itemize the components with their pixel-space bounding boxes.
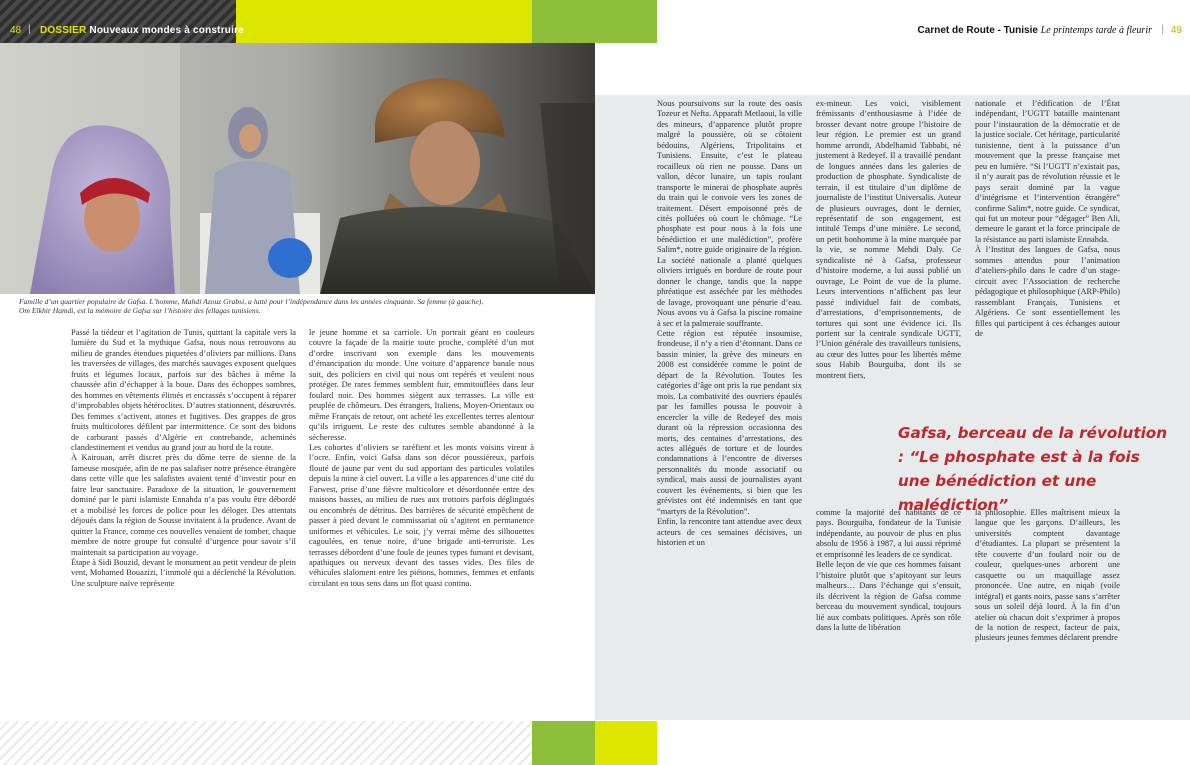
- footer-left-striped-bar: [0, 721, 532, 765]
- paragraph: Les cohortes d’oliviers se raréfient et les monts voisins virent à l’ocre. Enfin, voici Gafsa dans son décor poussiéreux, parfois flouté de jaune par vent du sud apportant des particules volatiles depuis la mine à ciel ouvert. La ville a les apparences d’une cité du Farwest, prise d’une fièvre multicolore et désordonnée entre des maisons basses, au milieu de rues aux trottoirs parfois déglingués ou encombrés de détritus. Des barrières de sécurité empêchent de passer à pied devant le commissariat où s’agitent en permanence uniformes et véhicules. Le soir, j’y verrai même des silhouettes cagoulées, en tenue noire, d’une brigade anti-terroriste. Les terrasses débordent d’une foule de jeunes types fumant et devisant, apathiques ou nerveux devant des tasses vides. Des files de véhicules slaloment entre les piétons, hommes, femmes et enfants circulant en tous sens dans un flot quasi continu.: [309, 442, 534, 588]
- article-column-2: [309, 328, 534, 589]
- family-photo: [0, 43, 595, 294]
- paragraph: comme la majorité des habitants de ce pays. Bourguiba, fondateur de la Tunisie indépendante, au pouvoir de plus en plus absolu de 1956 à 1987, a lui aussi réprimé et emprisonné les leaders de ce syndicat.: [816, 508, 961, 559]
- article-column-1: [71, 328, 296, 589]
- paragraph: Cette région est réputée insoumise, frondeuse, il n’y a rien d’étonnant. Dans ce bassin minier, la grève des mineurs en 2008 est considérée comme le point de départ de la Révolution. Toutes les catégories d’âge ont pris la rue pendant six mois. La combativité des ouvriers épaulés par les familles poussa le pouvoir à encercler la ville de Redeyef des mois durant où la répression occasionna des morts, des centaines d’arrestations, des actes allégués de torture et de lourdes condamnations à l’encontre de diverses personnalités du monde associatif ou syndical, mais aussi de journalistes ayant couvert les événements, si bien que les grévistes ont été indemnisés en tant que “martyrs de la Révolution”.: [657, 328, 802, 516]
- footer-right-lime-block: [595, 721, 657, 765]
- header-right-green-block: [595, 0, 657, 43]
- pull-quote: Gafsa, berceau de la révolution : “Le phosphate est à la fois une bénédiction et une malédiction”: [898, 424, 1168, 514]
- header-left-lime-bar: [236, 0, 532, 43]
- header-left-striped-bar: [0, 0, 236, 43]
- article-column-5-top: [975, 99, 1120, 339]
- paragraph: Passé la tiédeur et l’agitation de Tunis, quittant la capitale vers la lumière du Sud et la mythique Gafsa, nous nous retrouvons au milieu de grandes étendues piquetées d’oliviers par millions. Dans les traversées de villages, des marchés sauvages exposent quelques fruits et légumes locaux, parfois sur des bâches à même la chaussée afin d’échapper à la boue. Dans des échoppes sombres, des hommes en vêtements élimés et encrassés s’occupent à réparer d’improbables objets hétéroclites. D’autres stationnent, désœuvrés. Des femmes s’activent, atones et fugitives. Des grappes de gros fruits multicolores défilent par intermittence. Ce sont des bidons de carburant passés d’Algérie en contrebande, acheminés clandestinement et vendus au grand jour au bord de la route.: [71, 328, 296, 452]
- dossier-title: Nouveaux mondes à construire: [86, 25, 244, 36]
- article-column-4-top: [816, 99, 961, 381]
- caption-line-1: Famille d’un quartier populaire de Gafsa. L’homme, Mahdi Azouz Grabsi, a lutté pour l’indépendance dans les années cinquante. Sa femme (à gauche),: [19, 297, 484, 306]
- paragraph: Étape à Sidi Bouzid, devant le monument au petit vendeur de plein vent, Mohamed Bouazizi, l’immolé qui a déclenché la Révolution. Une sculpture naïve représente: [71, 557, 296, 588]
- carnet-subtitle: Le printemps tarde à fleurir: [1040, 25, 1152, 36]
- photo-caption: [19, 297, 579, 315]
- carnet-title: Carnet de Route - Tunisie: [917, 25, 1041, 36]
- header-left-green-block: [532, 0, 595, 43]
- paragraph: la philosophie. Elles maîtrisent mieux la langue que les garçons. D’ailleurs, les universités comptent davantage d’étudiantes. La plupart se présentent la tête couverte d’un foulard noir ou de couleur, quelques-unes arborent une casquette ou un maquillage assez prononcée. Une autre, en niqab (voile intégral) et gants noirs, passe sans s’arrêter sous un soleil déjà lourd. À la fin d’un atelier où chacun doit s’exprimer à propos de la notion de respect, facteur de paix, plusieurs jeunes femmes déclarent prendre: [975, 508, 1120, 643]
- dossier-tag: DOSSIER: [40, 25, 87, 36]
- paragraph: À Kairouan, arrêt discret près du dôme terre de sienne de la fameuse mosquée, afin de ne pas salafiser notre présence étrangère dans cette ville que les salafistes avaient tenté d’investir pour en faire leur sanctuaire. Paradoxe de la situation, le gouvernement dominé par le parti islamiste Ennahda n’a pas voulu être débordé et a mobilisé les forces de police pour les déloger. Des attentats déjoués dans la région de Sousse invitaient à la prudence. Avant de quitter la France, comme ces nouvelles venaient de tomber, chaque membre de notre groupe fut consulté d’urgence pour savoir s’il maintenait sa participation au voyage.: [71, 453, 296, 557]
- page-number-right: 49: [1170, 25, 1182, 36]
- running-title: [918, 25, 1152, 36]
- section-title: [40, 25, 244, 36]
- paragraph: le jeune homme et sa carriole. Un portrait géant en couleurs couvre la façade de la mairie toute proche, complété d’un mot d’ordre inscrivant son exemple dans les mouvements d’émancipation du monde. Une voiture d’apparence banale nous suit, des policiers en civil qui nous ont repérés et veulent nous protéger. De rares femmes semblent fuir, emmitouflées dans leur foulard noir. Des hommes siègent aux terrasses. La ville est peuplée de chômeurs. Des étrangers, Italiens, Moyen-Orientaux ou même Français de retour, ont acheté les excellentes terres alentour qu’ils irriguent. Le reste des cultures semble abandonné à la sécheresse.: [309, 328, 534, 442]
- article-column-4-bottom: [816, 508, 961, 633]
- article-column-5-bottom: [975, 508, 1120, 644]
- folio-separator-right: |: [1161, 24, 1164, 35]
- footer-left-green-block: [532, 721, 595, 765]
- folio-separator-left: |: [28, 24, 31, 35]
- paragraph: Enfin, la rencontre tant attendue avec deux acteurs de ces semaines décisives, un historien et un: [657, 517, 802, 548]
- article-column-3: [657, 99, 802, 548]
- page-number-left: 48: [10, 25, 22, 36]
- paragraph: Belle leçon de vie que ces hommes faisant l’histoire plutôt que s’apitoyant sur leurs malheurs… Dans l’échange qui s’ensuit, ils décrivent la région de Gafsa comme berceau du mouvement syndical, toujours lié aux combats politiques. Après son rôle dans la lutte de libération: [816, 560, 961, 632]
- paragraph: ex-mineur. Les voici, visiblement frémissants d’enthousiasme à l’idée de brosser devant notre groupe l’histoire de leur région. Le premier est un grand homme arrondi, Abdelhamid Tabbabi, né justement à Redeyef. Il a travaillé pendant de longues années dans les galeries de production de phosphate. Syndicaliste de terrain, il est titulaire d’un diplôme de journaliste de l’institut Universalis. Auteur de plusieurs ouvrages, dont le dernier, représentatif de son engagement, est intitulé Temps d’une minière. Le second, un petit bonhomme à la mine marquée par la vie, se nomme Mehdi Daly. Ce syndicaliste né à Gafsa, professeur d’histoire moderne, a lui aussi publié un ouvrage, Le Point de vue de la plume. Leurs interventions n’affichent pas leur passé individuel fait de combats, d’arrestations, d’emprisonnements, de tortures qui sont une évidence ici. Ils portent sur la centrale syndicale UGTT, l’Union générale des travailleurs tunisiens, au cœur des luttes pour les libertés même sous Habib Bourguiba, dont ils se montrent fiers,: [816, 99, 961, 380]
- family-photo-illustration: [0, 43, 595, 294]
- footer-right-bar: [657, 721, 1190, 765]
- caption-line-2: Om Elkhir Hamdi, est la mémoire de Gafsa sur l’histoire des fellagas tunisiens.: [19, 306, 261, 315]
- header-right-bar: [657, 0, 1190, 43]
- paragraph: nationale et l’édification de l’État indépendant, l’UGTT bataille maintenant pour l’instauration de la démocratie et de la justice sociale. Cet héritage, particularité tunisienne, tient à la puissance d’un mouvement que la presse française met peu en lumière. “Si l’UGTT n’existait pas, il n’y aurait pas de révolution réussie et le pays serait dominé par la vague d’intégrisme et l’intervention étrangère” confirme Salim*, notre guide. Ce syndicat, qui fut un moteur pour “dégager” Ben Ali, demeure le garant et la force principale de la résistance au parti islamiste Ennahda.: [975, 99, 1120, 244]
- paragraph: Nous poursuivons sur la route des oasis Tozeur et Nefta. Apparaft Metlaoui, la ville des mineurs, d’apparence plutôt propre malgré la poussière, où se côtoient bédouins, Algériens, Tripolitains et Tunisiens. Ensuite, c’est le plateau rocailleux où rien ne pousse. Dans un vallon, décor lunaire, un tapis roulant transporte le minerai de phosphate auprès du train qui le convoie vers les zones de traitement. Désert empoisonné près de cités polluées où court le chômage. “Le phosphate est pour nous à la fois une bénédiction et une malédiction”, profère Salim*, notre guide originaire de la région. La société nationale a planté quelques oliviers irrigués en bordure de route pour donner le change, tandis que la nappe phréatique est asséchée par les méthodes de lavage, provoquant une pénurie d’eau. Nous avons vu à Gafsa la piscine romaine à sec et la palmeraie souffrante.: [657, 99, 802, 328]
- paragraph: À l’Institut des langues de Gafsa, nous sommes attendus pour l’animation d’ateliers-philo dans le cadre d’un stage-circuit avec l’Association de recherche pédagogique et philosophique (ARP-Philo) rassemblant Français, Tunisiens et Algériens. Ce sont essentiellement les filles qui participent à ces échanges autour de: [975, 245, 1120, 338]
